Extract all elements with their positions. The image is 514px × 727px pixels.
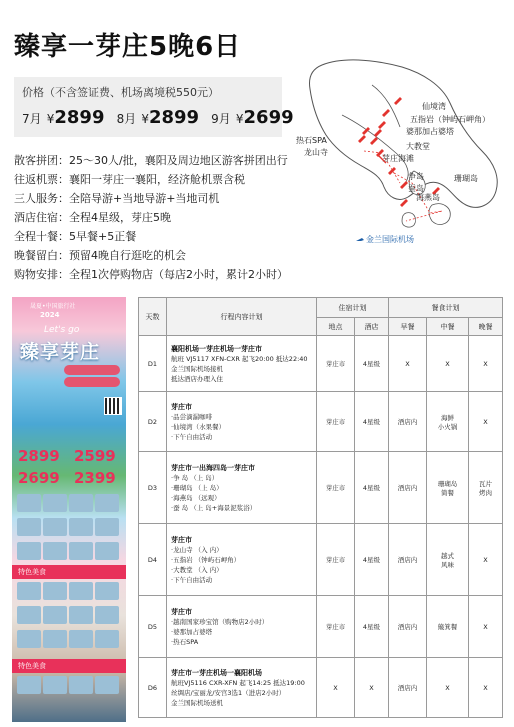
price-panel (14, 77, 294, 137)
price-currency: ¥ (46, 112, 55, 126)
itinerary-line: ·龙山寺 （入 内） (171, 545, 223, 554)
map-place-label: 争岛 (408, 172, 424, 181)
map-place-label: 龙山寺 (304, 148, 328, 157)
poster-price: 2599 (74, 447, 116, 465)
itinerary-line: 丝绸店/宝丽龙/安宫3选1（进店2小时） (171, 688, 286, 697)
itinerary-cell (167, 596, 317, 658)
itinerary-line: ·五指岩 （钟屿石岬角） (171, 555, 241, 564)
place-cell: 芽庄市 (317, 336, 355, 392)
airport-plane-icon (356, 238, 364, 241)
trip-info-list (14, 151, 288, 284)
poster-price: 2699 (18, 469, 60, 487)
lunch-cell: 海鲜 小火锅 (427, 392, 469, 452)
price-month: 9月 (211, 112, 231, 126)
itinerary-cell (167, 392, 317, 452)
info-service: 三人服务：全陪导游+当地导游+当地司机 (14, 192, 220, 205)
poster-photo-grid (16, 493, 122, 565)
itinerary-line: ·下午自由活动 (171, 432, 213, 441)
itinerary-line: 金兰国际机场接机 (171, 364, 223, 373)
itinerary-title: 芽庄市 (171, 607, 192, 616)
breakfast-cell: 酒店内 (389, 452, 427, 524)
dinner-cell: X (469, 658, 503, 718)
hotel-cell: 4星级 (355, 336, 389, 392)
map-place-label: 海燕岛 (416, 193, 440, 202)
map-place-label: 珊瑚岛 (454, 174, 478, 183)
itinerary-line: 抵达酒店办理入住 (171, 374, 223, 383)
page-title: 臻享一芽庄5晚6日 (14, 32, 242, 62)
map-place-label: 蚕岛 (408, 184, 424, 193)
poster-brand: 晟夏•中国旅行社 (30, 303, 76, 310)
place-cell: 芽庄市 (317, 452, 355, 524)
day-cell: D4 (139, 524, 167, 596)
hotel-cell: 4星级 (355, 524, 389, 596)
day-cell: D1 (139, 336, 167, 392)
poster-tag (64, 377, 120, 387)
itinerary-line: 航班VJ5116 CXR-XFN 起飞14:25 抵达19:00 (171, 678, 305, 687)
info-meals: 全程十餐：5早餐+5正餐 (14, 230, 137, 243)
header-lodging: 住宿计划 (317, 298, 389, 318)
header-lunch: 中餐 (427, 318, 469, 336)
hotel-cell: 4星级 (355, 596, 389, 658)
itinerary-title: 芽庄市 (171, 402, 192, 411)
map-place-label: 五指岩（钟屿石岬角） (410, 115, 490, 124)
itinerary-title: 芽庄市 (171, 535, 192, 544)
itinerary-line: 金兰国际机场送机 (171, 698, 223, 707)
itinerary-table (138, 297, 503, 718)
poster-photo-grid (16, 581, 122, 653)
breakfast-cell: 酒店内 (389, 658, 427, 718)
header-hotel: 酒店 (355, 318, 389, 336)
price-row (22, 107, 294, 128)
itinerary-line: 航班 VJ5117 XFN-CXR 起飞20:00 抵达22:40 (171, 354, 308, 363)
price-currency: ¥ (235, 112, 244, 126)
breakfast-cell: 酒店内 (389, 596, 427, 658)
table-row (139, 658, 503, 718)
header-breakfast: 早餐 (389, 318, 427, 336)
header-place: 地点 (317, 318, 355, 336)
itinerary-cell (167, 452, 317, 524)
lunch-cell: 珊瑚岛 简餐 (427, 452, 469, 524)
info-group-tour: 散客拼团：25～30人/批，襄阳及周边地区游客拼团出行 (14, 154, 288, 167)
itinerary-title: 芽庄市一出海四岛一芽庄市 (171, 463, 255, 472)
lunch-cell: 簸箕餐 (427, 596, 469, 658)
day-cell: D5 (139, 596, 167, 658)
poster-price: 2899 (18, 447, 60, 465)
header-dinner: 晚餐 (469, 318, 503, 336)
day-cell: D6 (139, 658, 167, 718)
itinerary-line: ·热石SPA (171, 637, 199, 646)
dinner-cell: X (469, 596, 503, 658)
place-cell: X (317, 658, 355, 718)
route-map (282, 55, 506, 255)
poster-title: 臻享芽庄 (20, 341, 101, 363)
table-row (139, 336, 503, 392)
info-flights: 往返机票：襄阳一芽庄一襄阳，经济舱机票含税 (14, 173, 245, 186)
breakfast-cell: 酒店内 (389, 524, 427, 596)
map-place-label: 热石SPA (296, 136, 327, 145)
poster-photo-grid (16, 675, 122, 699)
poster-script: Let's go (44, 325, 80, 335)
itinerary-line: ·珊瑚岛 （上 岛） (171, 483, 223, 492)
header-day: 天数 (139, 298, 167, 336)
breakfast-cell: X (389, 336, 427, 392)
info-hotel: 酒店住宿：全程4星级，芽庄5晚 (14, 211, 171, 224)
hotel-cell: X (355, 658, 389, 718)
itinerary-line: ·仙境湾（水果餐） (171, 422, 226, 431)
itinerary-line: ·海燕岛 （远观） (171, 493, 221, 502)
table-row (139, 596, 503, 658)
info-shopping: 购物安排：全程1次停购物店（每店2小时，累计2小时） (14, 268, 288, 281)
itinerary-line: ·婆那加占婆塔 (171, 627, 213, 636)
itinerary-line: ·品尝滴漏咖啡 (171, 412, 213, 421)
poster-band: 特色美食 (12, 565, 126, 579)
poster-tag (64, 365, 120, 375)
price-value: 2699 (243, 107, 294, 128)
place-cell: 芽庄市 (317, 524, 355, 596)
day-cell: D3 (139, 452, 167, 524)
poster-year: 2024 (40, 311, 60, 319)
table-row (139, 392, 503, 452)
price-month: 7月 (22, 112, 42, 126)
itinerary-line: ·争 岛 （上 岛） (171, 473, 219, 482)
lunch-cell: 越式 风味 (427, 524, 469, 596)
itinerary-title: 芽庄市一芽庄机场一襄阳机场 (171, 668, 262, 677)
itinerary-cell (167, 658, 317, 718)
itinerary-line: ·下午自由活动 (171, 575, 213, 584)
poster-band: 特色美食 (12, 659, 126, 673)
itinerary-line: ·越南国家珍宝馆（购物店2小时） (171, 617, 269, 626)
dinner-cell: 瓦片 烤肉 (469, 452, 503, 524)
map-place-label: 芽庄海滩 (382, 154, 414, 163)
breakfast-cell: 酒店内 (389, 392, 427, 452)
day-cell: D2 (139, 392, 167, 452)
table-row (139, 524, 503, 596)
price-value: 2899 (54, 107, 105, 128)
price-value: 2899 (148, 107, 200, 128)
hotel-cell: 4星级 (355, 392, 389, 452)
lunch-cell: X (427, 336, 469, 392)
dinner-cell: X (469, 336, 503, 392)
itinerary-line: ·大教堂 （入 内） (171, 565, 223, 574)
lunch-cell: X (427, 658, 469, 718)
poster-price: 2399 (74, 469, 116, 487)
map-place-label: 婆那加占婆塔 (406, 127, 454, 136)
itinerary-line: ·蚕 岛 （上 岛+海景泥浆浴） (171, 503, 257, 512)
header-meals: 餐食计划 (389, 298, 503, 318)
itinerary-title: 襄阳机场一芽庄机场一芽庄市 (171, 344, 262, 353)
map-place-label: 大教堂 (406, 142, 430, 151)
dinner-cell: X (469, 524, 503, 596)
itinerary-cell (167, 336, 317, 392)
dinner-cell: X (469, 392, 503, 452)
place-cell: 芽庄市 (317, 596, 355, 658)
price-label: 价格（不含签证费、机场离境税550元） (22, 86, 219, 99)
header-itinerary: 行程内容计划 (167, 298, 317, 336)
promo-poster-image (12, 297, 126, 722)
price-month: 8月 (116, 112, 137, 126)
qr-code-icon (104, 397, 122, 415)
table-row (139, 452, 503, 524)
info-free-dinner: 晚餐留白：预留4晚自行逛吃的机会 (14, 249, 186, 262)
map-airport-label: 金兰国际机场 (366, 235, 414, 244)
itinerary-cell (167, 524, 317, 596)
place-cell: 芽庄市 (317, 392, 355, 452)
map-place-label: 仙境湾 (422, 102, 446, 111)
price-currency: ¥ (141, 112, 149, 126)
hotel-cell: 4星级 (355, 452, 389, 524)
